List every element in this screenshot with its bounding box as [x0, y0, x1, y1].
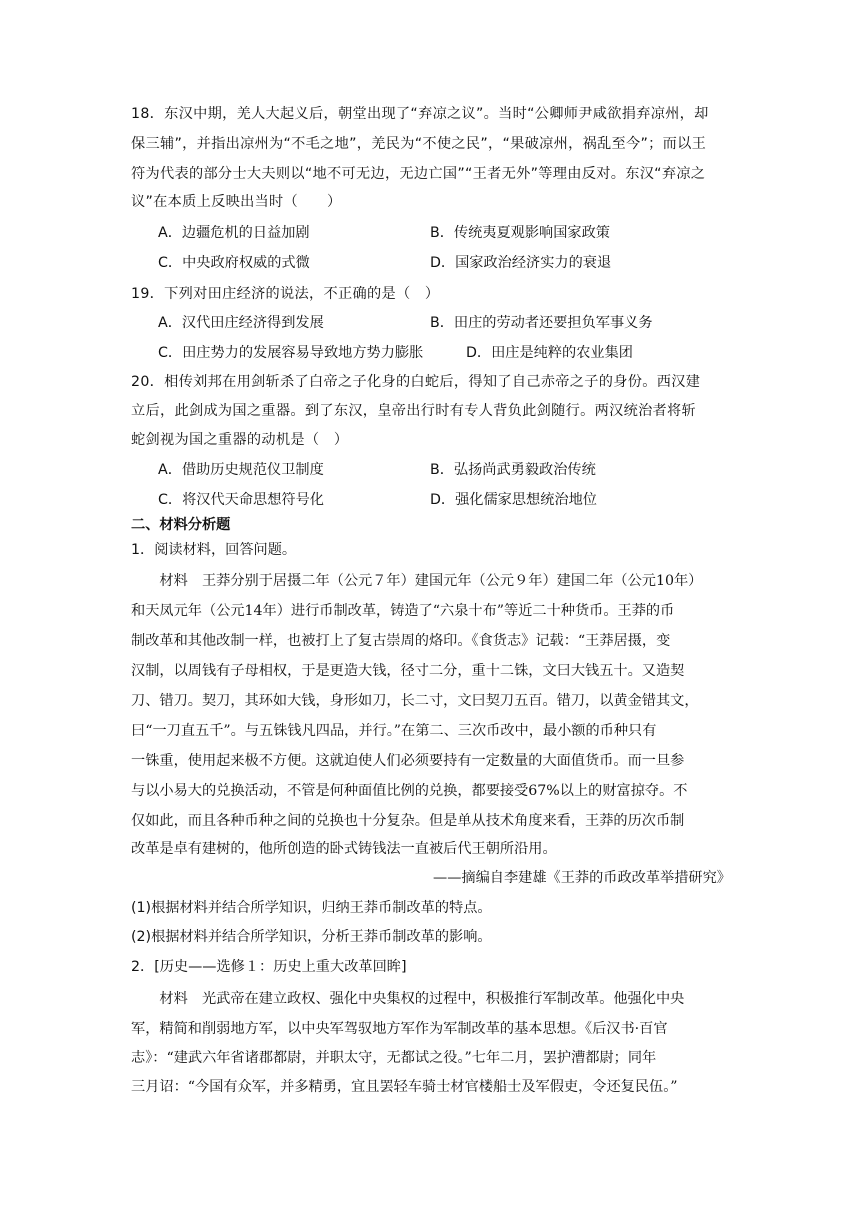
q18-option-c: C．中央政府权威的式微 [158, 255, 310, 271]
q20-stem-line-1: 20．相传刘邦在用剑斩杀了白帝之子化身的白蛇后，得知了自己赤帝之子的身份。西汉建 [131, 374, 701, 390]
q19-option-b: B．田庄的劳动者还要担负军事义务 [430, 315, 653, 331]
material-line: 改革是卓有建树的，他所创造的卧式铸钱法一直被后代王朝所沿用。 [131, 841, 557, 857]
material-line: 三月诏：“今国有众军，并多精勇，宜且罢轻车骑士材官楼船士及军假吏，令还复民伍。” [131, 1079, 678, 1095]
material-line: 制改革和其他改制一样，也被打上了复古崇周的烙印。《食货志》记载：“王莽居摄，变 [131, 633, 671, 649]
material-line: 材料 王莽分别于居摄二年（公元７年）建国元年（公元９年）建国二年（公元10年） [131, 573, 703, 589]
q19-option-c: C．田庄势力的发展容易导致地方势力膨胀 [158, 345, 424, 361]
material-line: 和天凤元年（公元14年）进行币制改革，铸造了“六泉十布”等近二十种货币。王莽的币 [131, 603, 675, 619]
q18-stem-line-3: 符为代表的部分士大夫则以“地不可无边，无边亡国”“王者无外”等理由反对。东汉“弃凉之 [131, 166, 706, 182]
material-line: 与以小易大的兑换活动，不管是何种面值比例的兑换，都要接受67%以上的财富掠夺。不 [131, 783, 688, 799]
material-line: 一铢重，使用起来极不方便。这就迫使人们必须要持有一定数量的大面值货币。而一旦参 [131, 753, 685, 769]
material-line: 刀、错刀。契刀，其环如大钱，身形如刀，长二寸，文曰契刀五百。错刀，以黄金错其文， [131, 693, 699, 709]
q20-option-d: D．强化儒家思想统治地位 [430, 492, 597, 508]
s2-q1-stem: 1．阅读材料，回答问题。 [131, 542, 297, 558]
q19-option-d: D．田庄是纯粹的农业集团 [466, 345, 633, 361]
q20-option-c: C．将汉代天命思想符号化 [158, 492, 324, 508]
q18-stem-line-4: 议”在本质上反映出当时（ ） [131, 194, 342, 210]
material-line: 曰“一刀直五千”。与五铢钱凡四品，并行。”在第二、三次币改中，最小额的币种只有 [131, 723, 657, 739]
q19-stem: 19．下列对田庄经济的说法，不正确的是（ ） [131, 286, 440, 302]
q18-stem-line-1: 18．东汉中期，羌人大起义后，朝堂出现了“弃凉之议”。当时“公卿师尹咸欲捐弃凉州，却 [131, 106, 709, 122]
s2-q2-stem: 2．[历史——选修１：历史上重大改革回眸] [131, 959, 407, 975]
q18-option-a: A．边疆危机的日益加剧 [158, 225, 310, 241]
q19-option-a: A．汉代田庄经济得到发展 [158, 315, 324, 331]
q18-option-d: D．国家政治经济实力的衰退 [430, 255, 612, 271]
q20-option-a: A．借助历史规范仪卫制度 [158, 462, 324, 478]
q18-stem-line-2: 保三辅”，并指出凉州为“不毛之地”，羌民为“不使之民”，“果破凉州，祸乱至今”；而以王 [131, 136, 707, 152]
material-line: 仅如此，而且各种币种之间的兑换也十分复杂。但是单从技术角度来看，王莽的历次币制 [131, 813, 685, 829]
q20-option-b: B．弘扬尚武勇毅政治传统 [430, 462, 596, 478]
section-heading: 二、材料分析题 [131, 517, 231, 533]
material-line: 志》：“建武六年省诸郡都尉，并职太守，无都试之役。”七年二月，罢护漕都尉；同年 [131, 1050, 657, 1066]
q18-option-b: B．传统夷夏观影响国家政策 [430, 225, 610, 241]
material-source: ——摘编自李建雄《王莽的币政改革举措研究》 [433, 870, 731, 886]
material-line: 材料 光武帝在建立政权、强化中央集权的过程中，积极推行军制改革。他强化中央 [131, 991, 685, 1007]
material-line: 汉制，以周钱有子母相权，于是更造大钱，径寸二分，重十二铢，文曰大钱五十。又造契 [131, 663, 685, 679]
q20-stem-line-3: 蛇剑视为国之重器的动机是（ ） [131, 432, 349, 448]
s2-q1-sub-2: (2)根据材料并结合所学知识，分析王莽币制改革的影响。 [131, 929, 492, 945]
s2-q1-sub-1: (1)根据材料并结合所学知识，归纳王莽币制改革的特点。 [131, 900, 492, 916]
q20-stem-line-2: 立后，此剑成为国之重器。到了东汉，皇帝出行时有专人背负此剑随行。两汉统治者将斩 [131, 403, 697, 419]
material-line: 军，精简和削弱地方军，以中央军驾驭地方军作为军制改革的基本思想。《后汉书·百官 [131, 1021, 668, 1037]
